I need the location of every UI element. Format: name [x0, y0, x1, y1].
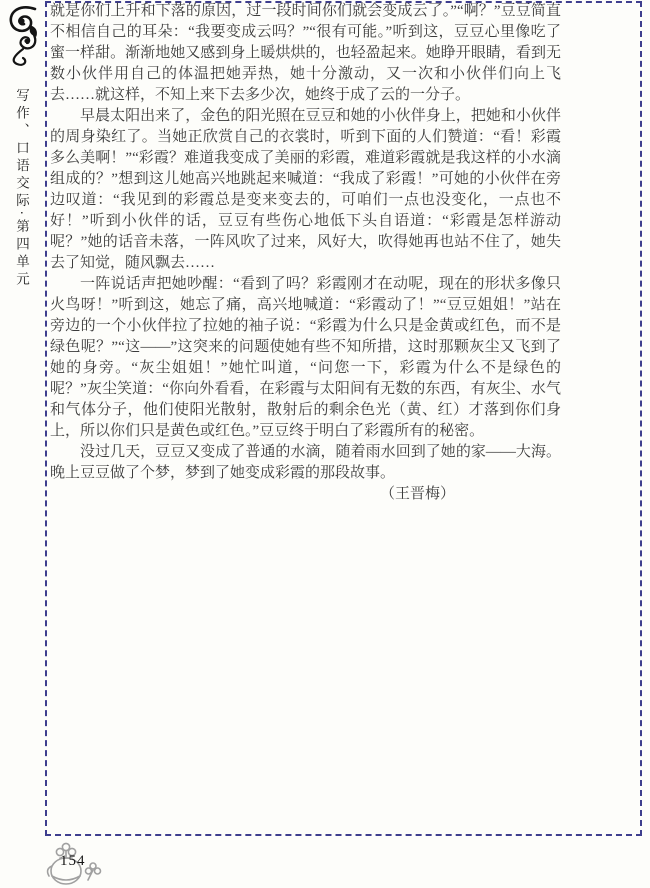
story-paragraph: 就是你们上升和下落的原因，过一段时间你们就会变成云了。”“啊？”豆豆简直不相信自己的耳朵：“我要变成云吗？”“很有可能。”听到这，豆豆心里像吃了蜜一样甜。渐渐地她又感到身上暖烘烘的，也轻盈起来。她睁开眼睛，看到无数小伙伴用自己的体温把她弄热，她十分激动，又一次和小伙伴们向上飞去……就这样，不知上来下去多少次，她终于成了云的一分子。	[50, 3, 561, 103]
story-paragraph: 早晨太阳出来了，金色的阳光照在豆豆和她的小伙伴身上，把她和小伙伴的周身染红了。当她正欣赏自己的衣裳时，听到下面的人们赞道：“看！彩霞多么美啊！”“彩霞？难道我变成了美丽的彩霞，难道彩霞就是我这样的小水滴组成的？”想到这儿她高兴地跳起来喊道：“我成了彩霞！”可她的小伙伴在旁边叹道：“我见到的彩霞总是变来变去的，可咱们一点也没变化，一点也不好！”听到小伙伴的话，豆豆有些伤心地低下头自语道：“彩霞是怎样游动呢？”她的话音未落，一阵风吹了过来，风好大，吹得她再也站不住了，她失去了知觉，随风飘去……	[50, 108, 561, 271]
story-paragraph: 一阵说话声把她吵醒：“看到了吗？彩霞刚才在动呢，现在的形状多像只火鸟呀！”听到这，她忘了痛，高兴地喊道：“彩霞动了！”“豆豆姐姐！”站在旁边的一个小伙伴拉了拉她的袖子说：“彩霞为什么只是金黄或红色，而不是绿色呢？”“这——”这突来的问题使她有些不知所措，这时那颗灰尘又飞到了她的身旁。“灰尘姐姐！”她忙叫道，“问您一下，彩霞为什么不是绿色的呢？”灰尘笑道：“你向外看看，在彩霞与太阳间有无数的东西，有灰尘、水气和气体分子，他们使阳光散射，散射后的剩余色光（黄、红）才落到你们身上，所以你们只是黄色或红色。”豆豆终于明白了彩霞所有的秘密。	[50, 276, 561, 439]
page-number: 154	[60, 853, 86, 869]
author-attribution: （王晋梅）	[379, 486, 455, 502]
story-text	[50, 1, 561, 505]
floral-swirl-ornament-icon	[4, 4, 44, 68]
story-paragraph: 没过几天，豆豆又变成了普通的水滴，随着雨水回到了她的家——大海。晚上豆豆做了个梦，梦到了她变成彩霞的那段故事。	[50, 444, 561, 481]
sidebar-chapter-title: 写作、口语交际·第四单元	[14, 88, 29, 289]
